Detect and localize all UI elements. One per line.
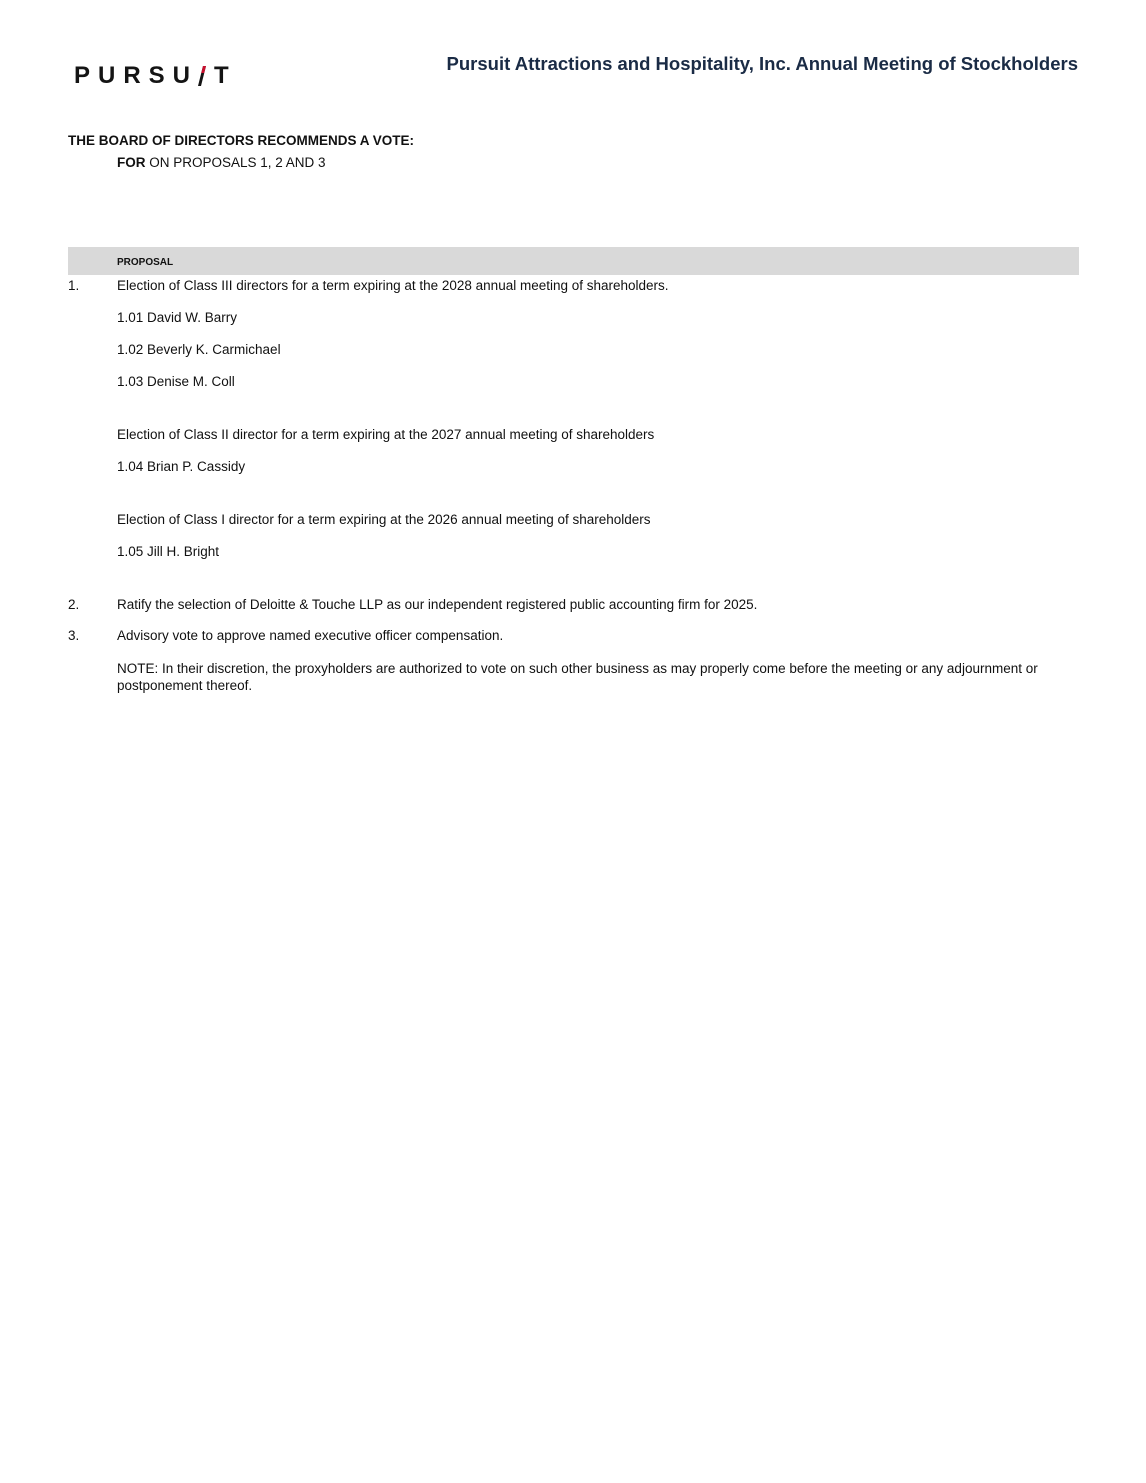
logo-text-right: T <box>214 62 237 89</box>
logo-text-left: PURSU <box>74 62 199 89</box>
proposal-2-text: Ratify the selection of Deloitte & Touche LLP as our independent registered public accounting firm for 2025. <box>117 597 758 612</box>
nominee-1-04: 1.04 Brian P. Cassidy <box>117 459 246 474</box>
proxy-note: NOTE: In their discretion, the proxyholders are authorized to vote on such other business as may properly come before the meeting or any adjournment or postponement thereof. <box>117 661 1038 693</box>
meeting-title: Pursuit Attractions and Hospitality, Inc. Annual Meeting of Stockholders <box>446 53 1078 74</box>
nominee-1-05: 1.05 Jill H. Bright <box>117 544 220 559</box>
for-label: FOR <box>117 155 146 170</box>
board-recommendation-heading: THE BOARD OF DIRECTORS RECOMMENDS A VOTE: <box>68 133 415 148</box>
class-2-election-text: Election of Class II director for a term expiring at the 2027 annual meeting of shareholders <box>117 427 655 442</box>
nominee-1-03: 1.03 Denise M. Coll <box>117 374 235 389</box>
class-1-election-text: Election of Class I director for a term expiring at the 2026 annual meeting of shareholders <box>117 512 651 527</box>
proposal-number-3: 3. <box>68 628 80 643</box>
proposal-column-header: PROPOSAL <box>117 257 174 268</box>
proposal-3-text: Advisory vote to approve named executive officer compensation. <box>117 628 504 643</box>
proposal-1-text: Election of Class III directors for a term expiring at the 2028 annual meeting of shareholders. <box>117 278 669 293</box>
nominee-1-01: 1.01 David W. Barry <box>117 310 238 325</box>
proposals-text: ON PROPOSALS 1, 2 AND 3 <box>145 155 326 170</box>
pursuit-logo <box>74 62 237 90</box>
logo-slash-icon <box>197 63 207 89</box>
proposal-header-bar <box>68 247 1079 275</box>
proposal-number-1: 1. <box>68 278 80 293</box>
proposal-number-2: 2. <box>68 597 80 612</box>
nominee-1-02: 1.02 Beverly K. Carmichael <box>117 342 281 357</box>
board-recommendation-detail <box>117 155 326 170</box>
